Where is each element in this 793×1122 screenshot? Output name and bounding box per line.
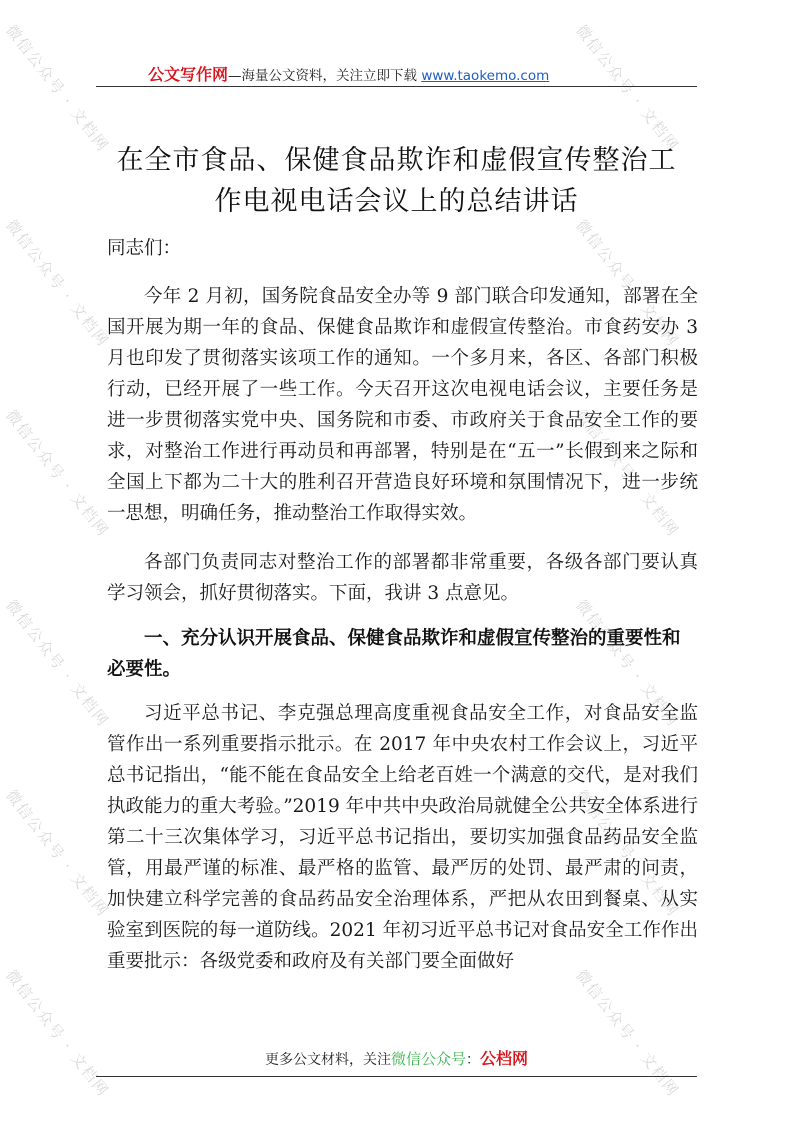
header-tagline: —海量公文资料，关注立即下载 — [228, 68, 422, 84]
footer-prefix: 更多公文材料，关注 — [264, 1052, 391, 1068]
footer-brand: 公档网 — [480, 1049, 529, 1068]
header-divider — [96, 86, 697, 87]
salutation: 同志们： — [107, 238, 182, 259]
watermark: 微信公众号 · 文档网 — [572, 21, 683, 156]
watermark: 微信公众号 · 文档网 — [572, 406, 683, 541]
watermark: 微信公众号 · 文档网 — [2, 21, 113, 156]
footer-divider — [96, 1076, 697, 1077]
body-paragraph: 各部门负责同志对整治工作的部署都非常重要，各级各部门要认真学习领会，抓好贯彻落实。下面，我讲 3 点意见。 — [107, 552, 698, 604]
watermark: 微信公众号 · 文档网 — [2, 596, 113, 731]
watermark: 微信公众号 · 文档网 — [2, 966, 113, 1101]
watermark: 微信公众号 · 文档网 — [572, 966, 683, 1101]
footer-wechat: 微信公众号 — [390, 1050, 466, 1068]
watermark: 微信公众号 · 文档网 — [2, 216, 113, 351]
watermark: 微信公众号 · 文档网 — [572, 596, 683, 731]
title-line: 在全市食品、保健食品欺诈和虚假宣传整治工 — [116, 145, 677, 176]
watermark: 微信公众号 · 文档网 — [2, 406, 113, 541]
footer-colon: ： — [466, 1052, 480, 1068]
header-brand: 公文写作网 — [148, 65, 229, 84]
title-line: 作电视电话会议上的总结讲话 — [214, 186, 579, 217]
page-footer — [0, 1046, 793, 1069]
watermark: 微信公众号 · 文档网 — [572, 216, 683, 351]
header-site-link[interactable]: www.taokemo.com — [421, 68, 550, 84]
body-paragraph: 习近平总书记、李克强总理高度重视食品安全工作，对食品安全监管作出一系列重要指示批示。在 2017 年中央农村工作会议上，习近平总书记指出，“能不能在食品安全上给老百姓一个满意的交代，是对我们执政能力的重大考验。”2019 年中共中央政治局就健全公共安全体系进行第二十三次集体学习，习近平总书记指出，要切实加强食品药品安全监管，用最严谨的标准、最严格的监管、最严厉的处罚、最严肃的问责，加快建立科学完善的食品药品安全治理体系，严把从农田到餐桌、从实验室到医院的每一道防线。2021 年初习近平总书记对食品安全工作作出重要批示：各级党委和政府及有关部门要全面做好 — [107, 703, 698, 972]
section-heading: 一、充分认识开展食品、保健食品欺诈和虚假宣传整治的重要性和必要性。 — [107, 628, 681, 680]
page-header — [148, 62, 698, 84]
body-paragraph: 今年 2 月初，国务院食品安全办等 9 部门联合印发通知，部署在全国开展为期一年的食品、保健食品欺诈和虚假宣传整治。市食药安办 3 月也印发了贯彻落实该项工作的通知。一个多月来，各区、各部门积极行动，已经开展了一些工作。今天召开这次电视电话会议，主要任务是进一步贯彻落实党中央、国务院和市委、市政府关于食品安全工作的要求，对整治工作进行再动员和再部署，特别是在“五一”长假到来之际和全国上下都为二十大的胜利召开营造良好环境和氛围情况下，进一步统一思想，明确任务，推动整治工作取得实效。 — [107, 286, 698, 524]
watermark: 微信公众号 · 文档网 — [572, 786, 683, 921]
document-title — [96, 140, 697, 222]
watermark: 微信公众号 · 文档网 — [2, 786, 113, 921]
